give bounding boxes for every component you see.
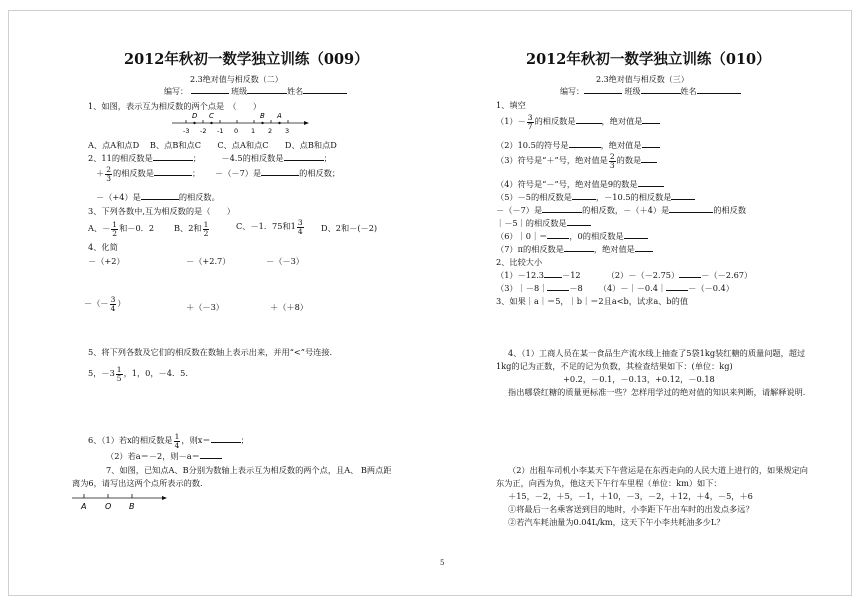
tick-label: -3 (183, 127, 190, 135)
point-label: A (277, 113, 282, 120)
tick-label: 2 (268, 127, 273, 135)
left-class-blank (247, 93, 287, 94)
point-dot (278, 122, 280, 124)
right-q1-item2: （2）10.5的符号是 ，绝对值是 (496, 141, 660, 150)
left-q2-line1: 2、11的相反数是 ； －4.5的相反数是 ； (88, 153, 332, 163)
page-number: 5 (440, 559, 445, 567)
tick-label: 3 (285, 127, 290, 135)
right-q4-line4: 指出哪袋红糖的质量更标准一些？怎样用学过的绝对值的知识来判断，请解释说明. (508, 387, 806, 397)
point-dot (193, 122, 195, 124)
tick-label: -2 (200, 127, 207, 135)
right-q2-row1: （1）－12.3 －12 （2）－（－2.75） －（－2.67） (496, 270, 753, 280)
right-q4-line3: +0.2，－0.1，－0.13，+0.12，－0.18 (563, 374, 715, 384)
left-q4-text: 4、化简 (88, 242, 118, 252)
left-q7-number-line (70, 490, 170, 512)
right-q1-item3: （3）符号是“＋”号，绝对值是 $\frac{2}{3}$ 的数是 (496, 153, 657, 169)
left-q2-line3: －（+4）是 的相反数。 (96, 192, 220, 202)
left-q1-number-line (168, 113, 310, 137)
left-q3-text: 3、下列各数中,互为相反数的是（ ） (88, 206, 235, 216)
left-q5-numbers: 5，－3 $\frac{1}{5}$ ，1，0，－4．5. (88, 365, 188, 383)
left-name-blank (303, 93, 347, 94)
right-q2-head: 2、比较大小 (496, 257, 543, 267)
point-dot (261, 122, 263, 124)
right-meta: 编写： 班级 姓名 (560, 88, 741, 96)
left-title: 2012年秋初一数学独立训练（009） (124, 51, 369, 68)
right-q1-item6: －（－7）是 的相反数，－（＋4）是 的相反数 (496, 205, 747, 215)
point-label: C (209, 113, 214, 120)
left-q6-line2: （2）若a＝－2，则－a＝ (106, 452, 222, 461)
left-q3-option-d: D、2和－(－2) (321, 223, 378, 233)
axis-label-o: O (105, 502, 112, 511)
right-q1-item4: （4）符号是“－”号，绝对值是9的数是 (496, 180, 664, 189)
point-dot (210, 122, 212, 124)
left-q4-r2-3: ＋（＋8） (270, 302, 308, 312)
left-subtitle: 2.3绝对值与相反数（二） (190, 75, 283, 84)
left-q4-r1-3: －（－3） (266, 256, 304, 266)
axis-label-b: B (129, 502, 135, 511)
left-q3-option-a: A、－ $\frac{1}{2}$ 和－0．2 (88, 220, 155, 238)
point-label: D (192, 113, 198, 120)
right-q4-line2: 1kg的记为正数，不足的记为负数，其检查结果如下：(单位：kg) (496, 361, 733, 371)
left-name-label: 姓名 (287, 87, 304, 96)
left-q1-options: A、点A和点D B、点B和点C C、点A和点C D、点B和点D (88, 140, 337, 150)
left-q5-text: 5、将下列各数及它们的相反数在数轴上表示出来，并用“<”号连接. (88, 347, 333, 357)
left-q2-line2: ＋ $\frac{2}{3}$ 的相反数是 ； －（－7）是 的相反数； (96, 165, 341, 183)
left-meta (164, 88, 347, 96)
right-q2-row2: （3）｜－8｜ －8 （4）－｜－0.4｜ －（－0.4） (496, 283, 734, 293)
right-q4-line1: 4、（1）工商人员在某一食品生产流水线上抽查了5袋1kg装红糖的质量问题，超过 (508, 348, 806, 358)
fraction: $\frac{2}{3}$ (106, 165, 111, 183)
right-q5-line5: ②若汽车耗油量为0.04L/km，这天下午小李共耗油多少L？ (508, 517, 725, 527)
right-q1-item1: （1）－ $\frac{3}{7}$ 的相反数是 ，绝对值是 (496, 114, 660, 130)
left-q3-option-c: C、－1．75和1 $\frac{3}{4}$ (236, 218, 303, 236)
tick-label: 1 (251, 127, 256, 135)
tick-label: -1 (217, 127, 224, 135)
right-title: 2012年秋初一数学独立训练（010） (526, 51, 771, 68)
left-q7-line2: 离为6，请写出这两个点所表示的数. (72, 478, 203, 488)
left-author-label: 编写： (164, 87, 188, 96)
axis-label-a: A (81, 502, 87, 511)
right-q1-head: 1、填空 (496, 100, 526, 110)
right-q1-item7: ｜－5｜的相反数是 (496, 219, 591, 228)
left-q4-r1-2: －（+2.7） (186, 256, 231, 266)
left-q3-option-b: B、2和 $\frac{1}{2}$ (174, 220, 209, 238)
right-q5-line2: 东为正，向西为负，他这天下午行车里程（单位：km）如下： (496, 478, 722, 488)
left-q4-r2-2: ＋（－3） (186, 302, 224, 312)
right-q1-item5: （5）－5的相反数是 ，－10.5的相反数是 (496, 193, 695, 202)
right-q5-line3: ＋15，－2，＋5，－1，＋10，－3，－2，＋12，＋4，－5，＋6 (508, 491, 753, 501)
right-q1-item9: （7）π的相反数是 ，绝对值是 (496, 245, 653, 254)
right-subtitle: 2.3绝对值与相反数（三） (596, 75, 689, 84)
right-q5-line1: （2）出租车司机小李某天下午营运是在东西走向的人民大道上进行的，如果规定向 (508, 465, 808, 475)
left-author-blank (191, 93, 229, 94)
left-q6-line1: 6、（1）若x的相反数是 $\frac{1}{4}$ ，则x＝ ； (88, 432, 249, 450)
right-q1-item8: （6）｜0｜＝ ，0的相反数是 (496, 232, 648, 241)
left-q4-r1-1: －（+2） (88, 256, 125, 266)
tick-label: 0 (234, 127, 239, 135)
right-q5-line4: ①将最后一名乘客送到目的地时，小李距下午出车时的出发点多远？ (508, 504, 754, 514)
point-label: B (260, 113, 265, 120)
left-q1-text: 1、如图，表示互为相反数的两个点是 （ ） (88, 101, 262, 111)
right-q3-text: 3、如果｜a｜＝5，｜b｜＝2且a<b，试求a、b的值 (496, 296, 689, 306)
left-q7-line1: 7、如图，已知点A、B分别为数轴上表示互为相反数的两个点，且A、 B两点距 (106, 465, 392, 475)
left-q4-r2-1: －（－ $\frac{3}{4}$ ） (84, 295, 126, 313)
left-class-label: 班级 (231, 87, 248, 96)
